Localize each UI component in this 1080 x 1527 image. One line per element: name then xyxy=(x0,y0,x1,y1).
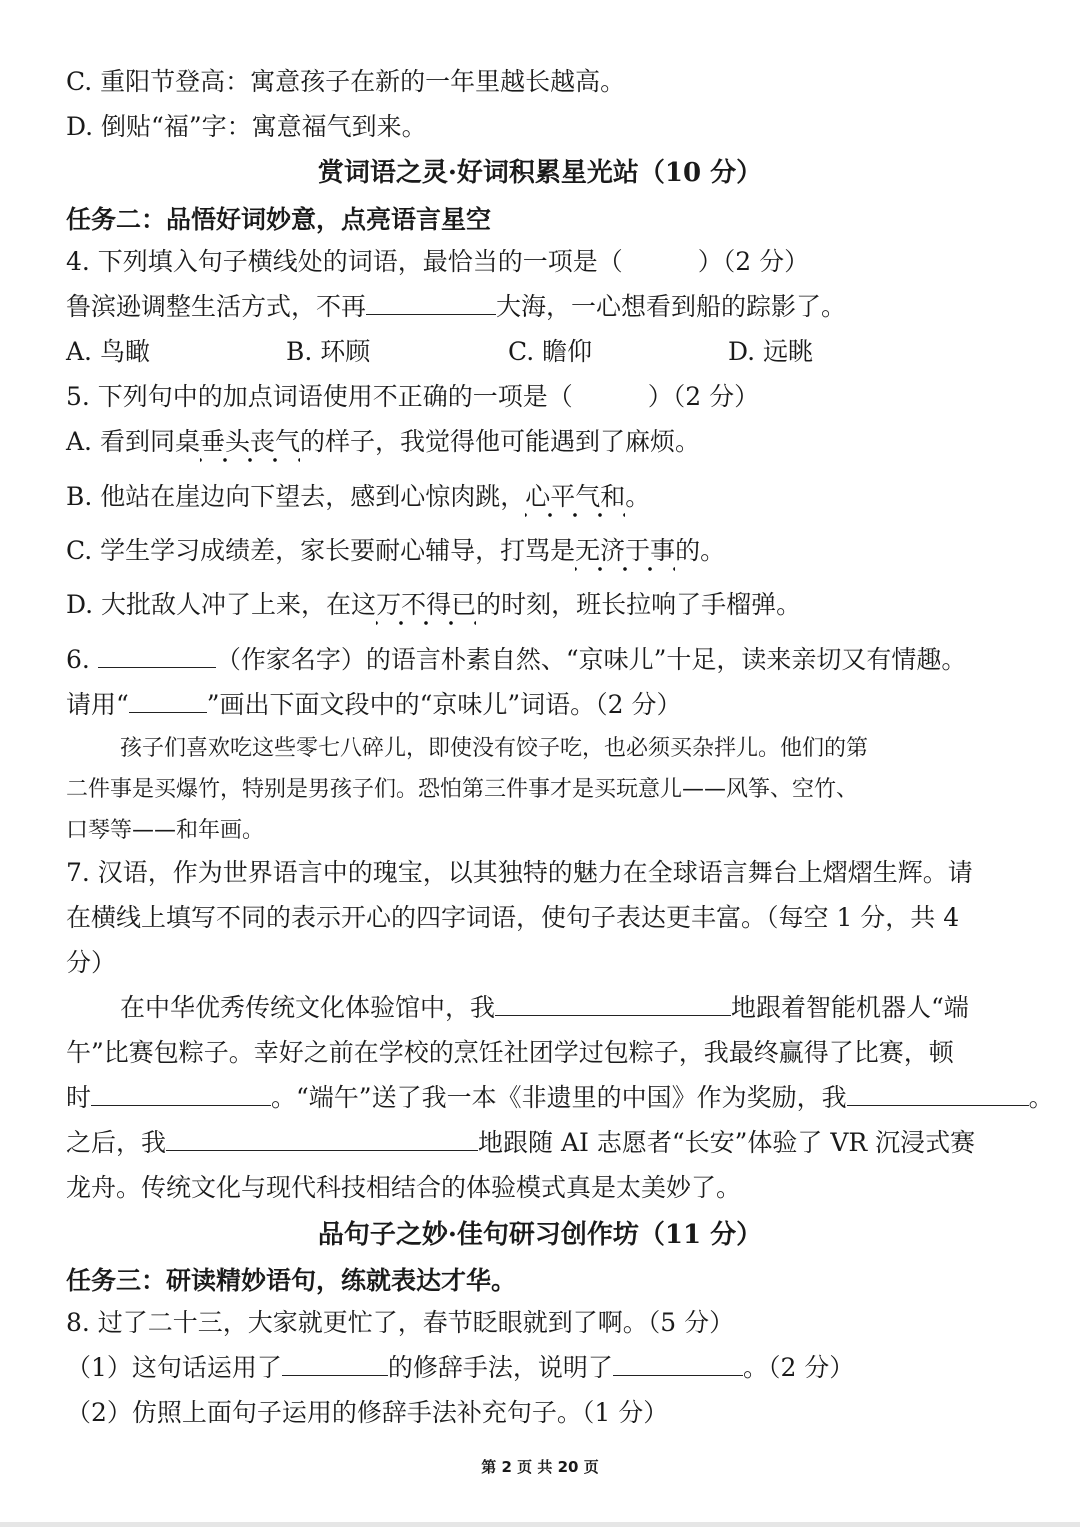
q5-option-d xyxy=(66,590,801,620)
q4-sentence-part1: 鲁滨逊调整生活方式，不再 xyxy=(66,292,367,321)
q7-paragraph-line2: 午”比赛包粽子。幸好之前在学校的烹饪社团学过包粽子，我最终赢得了比赛，顿 xyxy=(66,1038,954,1067)
question-7-line1: 7. 汉语，作为世界语言中的瑰宝，以其独特的魅力在全球语言舞台上熠熠生辉。请 xyxy=(66,858,973,887)
q7-blank-4[interactable] xyxy=(166,1128,478,1151)
q7-p3-text-3: 。 xyxy=(1028,1083,1054,1112)
q5c-text-1: C. 学生学习成绩差，家长要耐心辅导，打骂是 xyxy=(66,536,576,565)
task-3-heading: 任务三：研读精妙语句，练就表达才华。 xyxy=(66,1266,517,1295)
q7-blank-2[interactable] xyxy=(91,1083,271,1106)
q6-text: （作家名字）的语言朴素自然、“京味儿”十足，读来亲切又有情趣。 xyxy=(215,645,967,674)
section-3-title: 品句子之妙·佳句研习创作坊（11 分） xyxy=(317,1220,763,1250)
task-2-heading: 任务二：品悟好词妙意，点亮语言星空 xyxy=(66,205,492,234)
question-7-line3: 分） xyxy=(66,948,117,977)
q5a-text-1: A. 看到同桌 xyxy=(66,427,200,456)
question-6-line2 xyxy=(66,690,681,720)
passage-line-1: 孩子们喜欢吃这些零七八碎儿，即使没有饺子吃，也必须买杂拌儿。他们的第 xyxy=(120,736,869,761)
q7-blank-1[interactable] xyxy=(495,993,731,1016)
q4-option-a: A. 鸟瞰 xyxy=(66,337,150,366)
q5b-text-1: B. 他站在崖边向下望去，感到心惊肉跳， xyxy=(66,482,526,511)
page-bottom-edge xyxy=(0,1522,1080,1527)
question-8: 8. 过了二十三，大家就更忙了，春节眨眼就到了啊。（5 分） xyxy=(66,1308,735,1337)
q8-1-text-2: 的修辞手法，说明了 xyxy=(387,1353,613,1382)
q5b-dotted-word: 心平气和 xyxy=(525,482,625,518)
q5a-text-2: 的样子，我觉得他可能遇到了麻烦。 xyxy=(299,427,700,456)
question-4: 4. 下列填入句子横线处的词语，最恰当的一项是（ ）（2 分） xyxy=(66,247,810,276)
passage-line-2: 二件事是买爆竹，特别是男孩子们。恐怕第三件事才是买玩意儿——风筝、空竹、 xyxy=(66,777,859,802)
q7-p1-text-1: 在中华优秀传统文化体验馆中，我 xyxy=(120,993,496,1022)
section-2-title: 赏词语之灵·好词积累星光站（10 分） xyxy=(317,158,763,188)
q5b-text-2: 。 xyxy=(625,482,651,511)
q5-option-c xyxy=(66,536,725,566)
q6-instruction-1: 请用“ xyxy=(66,690,129,719)
q8-part-1 xyxy=(66,1353,854,1383)
option-c: C. 重阳节登高：寓意孩子在新的一年里越长越高。 xyxy=(66,67,626,96)
q6-author-blank[interactable] xyxy=(98,645,216,668)
option-d: D. 倒贴“福”字：寓意福气到来。 xyxy=(66,112,427,141)
q7-paragraph-line4 xyxy=(66,1128,975,1158)
q7-paragraph-line1 xyxy=(120,993,969,1023)
question-6-line1 xyxy=(66,645,966,675)
q5d-text-1: D. 大批敌人冲了上来，在这 xyxy=(66,590,377,619)
q8-1-text-3: 。（2 分） xyxy=(742,1353,855,1382)
q4-blank[interactable] xyxy=(366,292,496,315)
question-5: 5. 下列句中的加点词语使用不正确的一项是（ ）（2 分） xyxy=(66,382,760,411)
question-7-line2: 在横线上填写不同的表示开心的四字词语，使句子表达更丰富。（每空 1 分，共 4 xyxy=(66,903,960,932)
q7-paragraph-line3 xyxy=(66,1083,1054,1113)
q7-p4-text-1: 之后，我 xyxy=(66,1128,167,1157)
q7-p4-text-2: 地跟随 AI 志愿者“长安”体验了 VR 沉浸式赛 xyxy=(478,1128,976,1157)
question-4-sentence xyxy=(66,292,846,322)
passage-line-3: 口琴等——和年画。 xyxy=(66,818,265,843)
q7-p1-text-2: 地跟着智能机器人“端 xyxy=(731,993,969,1022)
page-footer: 第 2 页 共 20 页 xyxy=(481,1458,599,1476)
q4-option-c: C. 瞻仰 xyxy=(508,337,593,366)
q5d-dotted-word: 万不得已 xyxy=(376,590,476,626)
q6-underline-sample xyxy=(129,690,207,713)
q5-option-b xyxy=(66,482,650,512)
q7-p3-text-1: 时 xyxy=(66,1083,92,1112)
q8-1-blank-2[interactable] xyxy=(613,1353,743,1376)
q4-option-b: B. 环顾 xyxy=(286,337,371,366)
q7-p3-text-2: 。“端午”送了我一本《非遗里的中国》作为奖励，我 xyxy=(271,1083,847,1112)
q5a-dotted-word: 垂头丧气 xyxy=(200,427,300,463)
q5c-dotted-word: 无济于事 xyxy=(575,536,675,572)
q8-part-2: （2）仿照上面句子运用的修辞手法补充句子。（1 分） xyxy=(66,1398,669,1427)
q4-option-d: D. 远眺 xyxy=(728,337,814,366)
q7-paragraph-line5: 龙舟。传统文化与现代科技相结合的体验模式真是太美妙了。 xyxy=(66,1173,742,1202)
q4-sentence-part2: 大海，一心想看到船的踪影了。 xyxy=(496,292,847,321)
q5-option-a xyxy=(66,427,700,457)
q8-1-blank-1[interactable] xyxy=(282,1353,388,1376)
q8-1-text-1: （1）这句话运用了 xyxy=(66,1353,282,1382)
q5c-text-2: 的。 xyxy=(675,536,726,565)
q6-number: 6. xyxy=(66,645,90,674)
q5d-text-2: 的时刻，班长拉响了手榴弹。 xyxy=(476,590,802,619)
q7-blank-3[interactable] xyxy=(847,1083,1029,1106)
q6-instruction-2: ”画出下面文段中的“京味儿”词语。（2 分） xyxy=(206,690,682,719)
